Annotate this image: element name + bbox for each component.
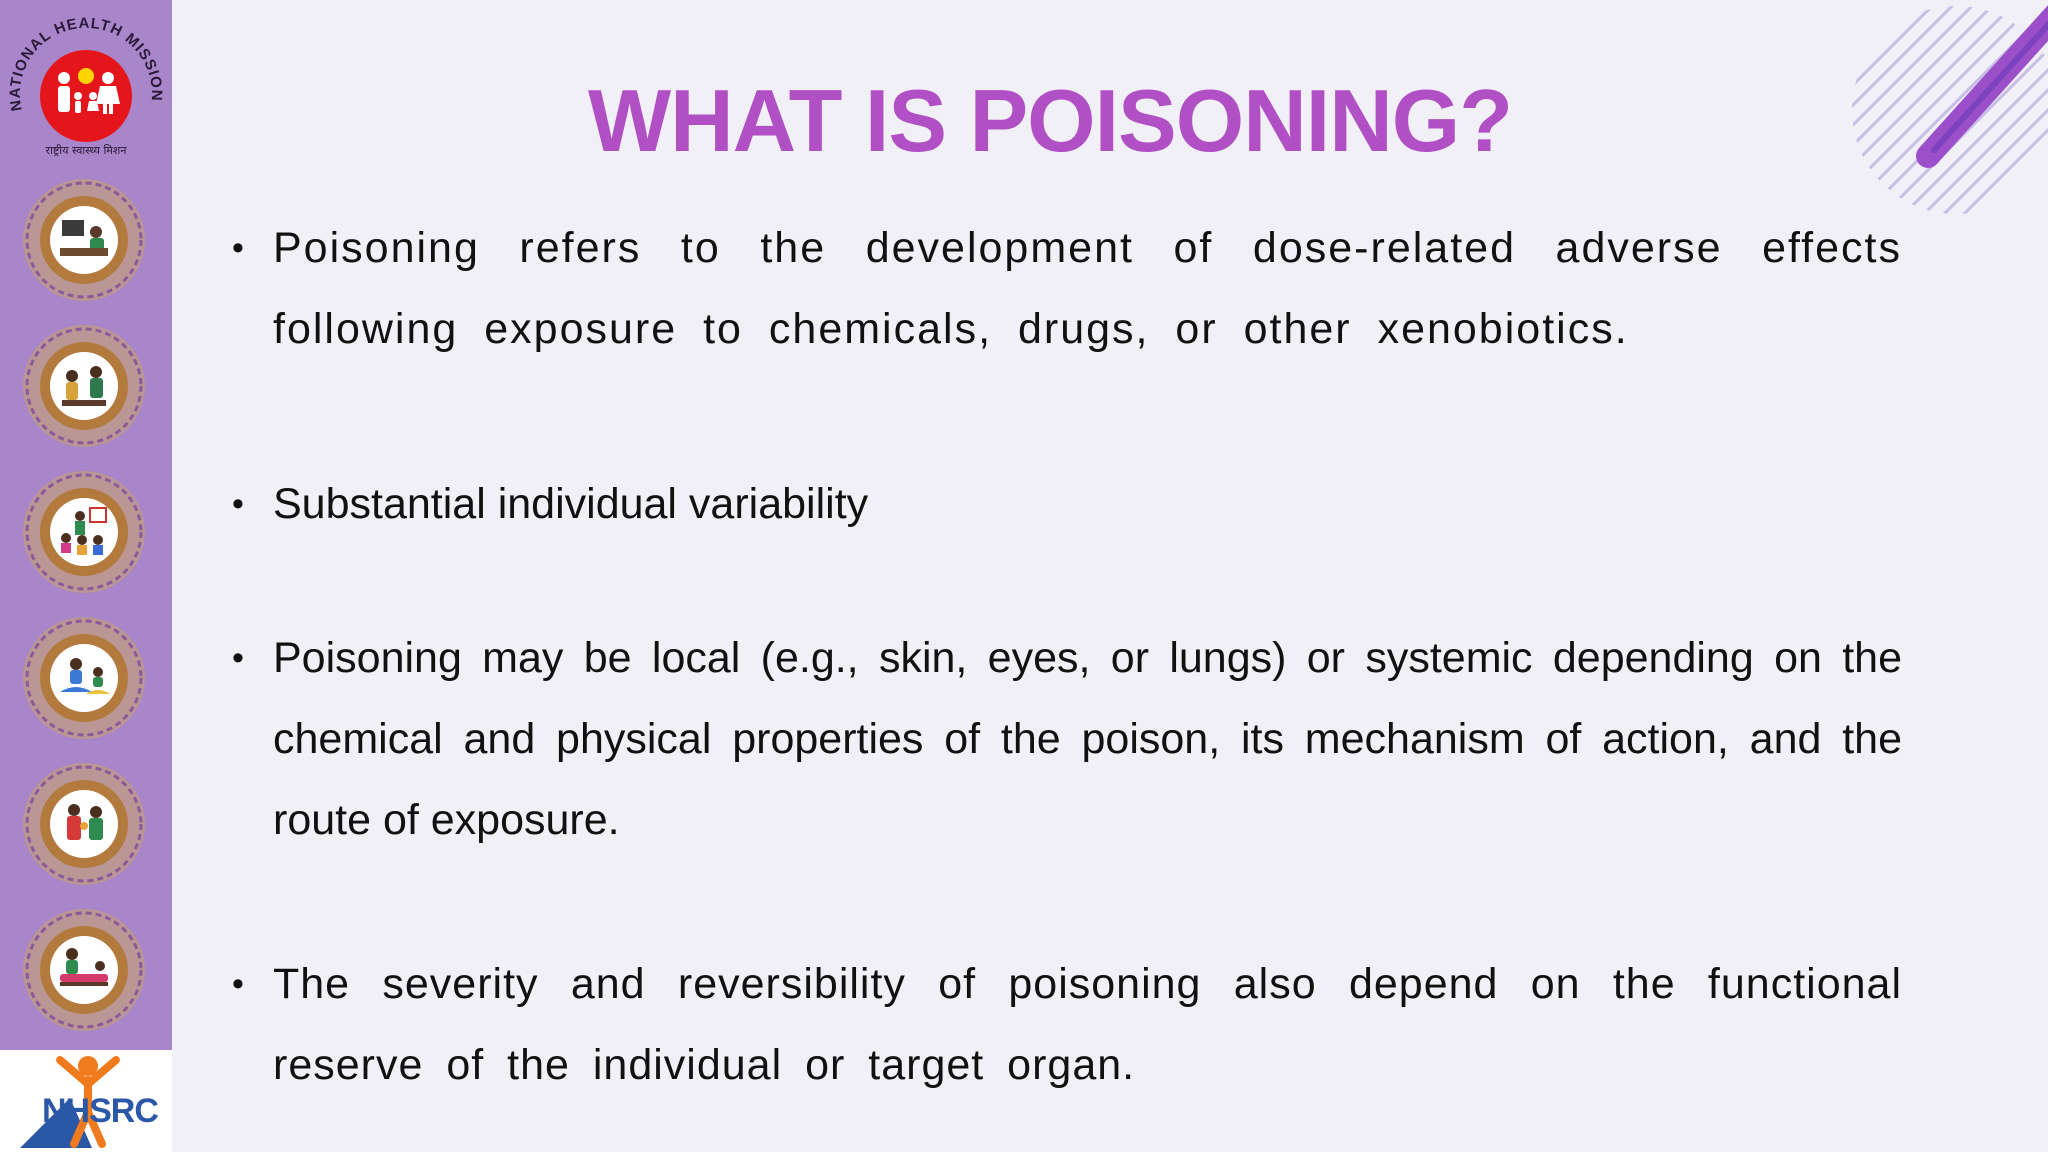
mother-child-icon: [20, 760, 148, 888]
bullet-item: [232, 208, 1902, 370]
bullet-marker: •: [232, 965, 244, 1003]
nhsrc-logo: [0, 1050, 172, 1152]
nhm-logo-hindi-text: राष्ट्रीय स्वास्थ्य मिशन: [45, 144, 127, 157]
bullet-item: [232, 464, 1902, 545]
patient-care-icon: [20, 906, 148, 1034]
bullet-item: [232, 944, 1902, 1106]
bullet-marker: •: [232, 639, 244, 677]
bullet-text: The severity and reversibility of poisoning also depend on the functional reserve of the individual or target organ.: [273, 960, 1902, 1089]
group-meeting-icon: [20, 468, 148, 596]
slide-title: WHAT IS POISONING?: [588, 71, 1512, 170]
bullet-text: Substantial individual variability: [273, 480, 869, 528]
nhm-logo: [0, 0, 172, 170]
nhm-logo-arc-text: NATIONAL HEALTH MISSION: [6, 14, 166, 113]
bullet-item: [232, 618, 1902, 861]
nhsrc-logo-text: NHSRC: [42, 1092, 158, 1130]
bullet-marker: •: [232, 485, 244, 523]
sidebar: [0, 0, 172, 1152]
family-visit-icon: [20, 322, 148, 450]
telemedicine-icon: [20, 176, 148, 304]
bullet-text: Poisoning refers to the development of dose-related adverse effects following exposure to chemicals, drugs, or other xenobiotics.: [273, 224, 1902, 353]
bullet-text: Poisoning may be local (e.g., skin, eyes, or lungs) or systemic depending on the chemical and physical properties of the poison, its mechanism of action, and the route of exposure.: [273, 634, 1902, 844]
bullet-marker: •: [232, 229, 244, 267]
yoga-icon: [20, 614, 148, 742]
